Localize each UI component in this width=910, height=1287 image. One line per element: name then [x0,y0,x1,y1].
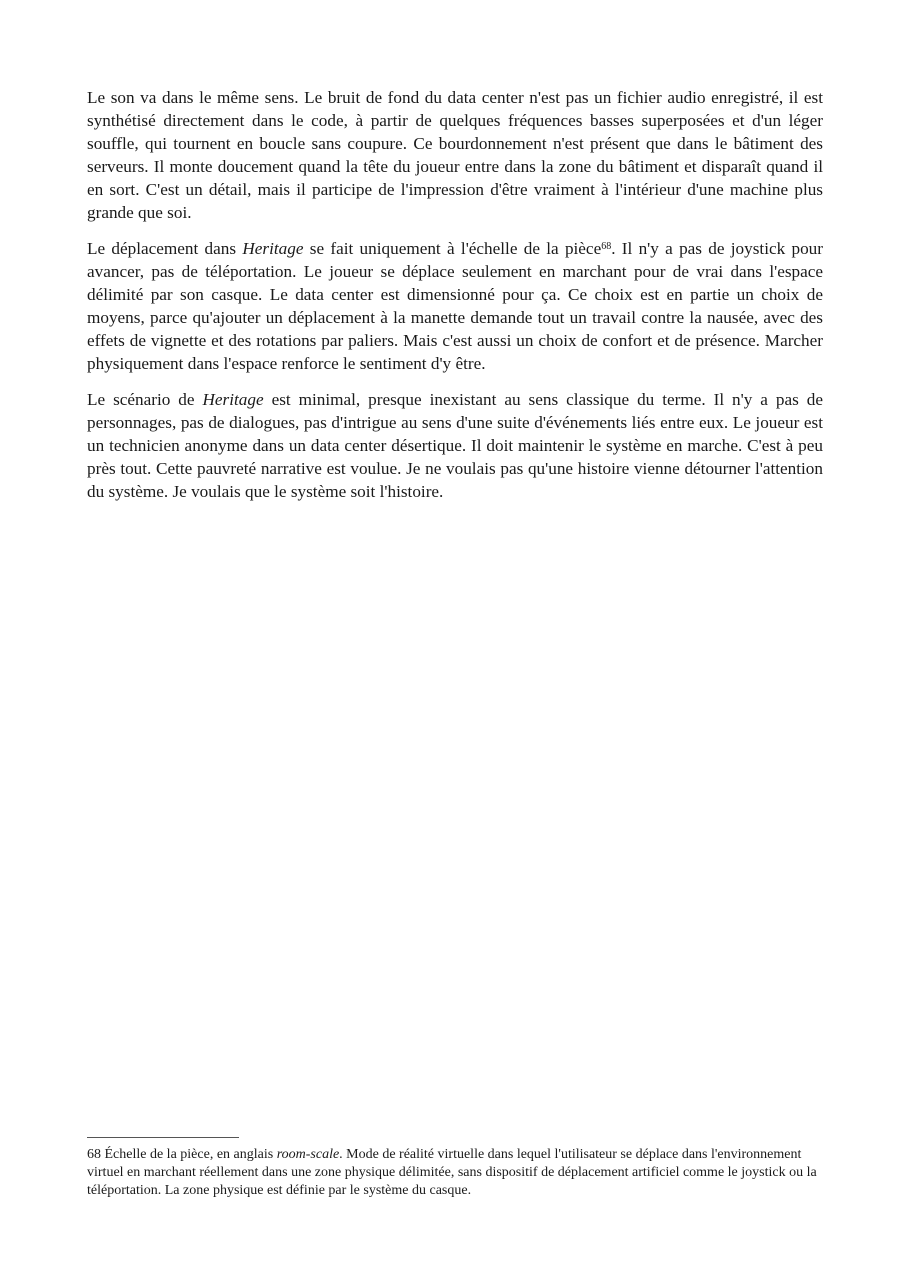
body-text [87,86,823,516]
paragraph-text: se fait uniquement à l'échelle de la pièce [303,239,602,258]
footnote-number: 68 [87,1147,101,1162]
paragraph-movement [87,237,823,375]
paragraph-text: Le scénario de [87,390,203,409]
footnote-term-italic: room-scale [276,1147,340,1162]
paragraph-text: Le déplacement dans [87,239,243,258]
game-title-italic: Heritage [202,390,264,409]
paragraph-scenario [87,388,823,503]
footnote-text: Échelle de la pièce, en anglais [101,1147,277,1162]
paragraph-text: Le son va dans le même sens. Le bruit de fond du data center n'est pas un fichier audio enregistré, il est synthétisé directement dans le code, à partir de quelques fréquences basses superposées et d'un léger souffle, qui tournent en boucle sans coupure. Ce bourdonnement n'est présent que dans le bâtiment des serveurs. Il monte doucement quand la tête du joueur entre dans la zone du bâtiment et disparaît quand il en sort. C'est un détail, mais il participe de l'impression d'être vraiment à l'intérieur d'une machine plus grande que soi. [87,88,823,222]
footnote-reference[interactable]: 68 [601,241,612,252]
paragraph-text: est minimal, presque inexistant au sens classique du terme. Il n'y a pas de personnages, pas de dialogues, pas d'intrigue au sens d'une suite d'événements liés entre eux. Le joueur est un technicien anonyme dans un data center désertique. Il doit maintenir le système en marche. C'est à peu près tout. Cette pauvreté narrative est voulue. Je ne voulais pas qu'une histoire vienne détourner l'attention du système. Je voulais que le système soit l'histoire. [87,390,823,501]
game-title-italic: Heritage [242,239,304,258]
footnote-text: . Mode de réalité virtuelle dans lequel l'utilisateur se déplace dans l'environnement virtuel en marchant réellement dans une zone physique délimitée, sans dispositif de déplacement artificiel comme le joystick ou la téléportation. La zone physique est définie par le système du casque. [87,1147,817,1198]
paragraph-text: . Il n'y a pas de joystick pour avancer, pas de téléportation. Le joueur se déplace seulement en marchant pour de vrai dans l'espace délimité par son casque. Le data center est dimensionné pour ça. Ce choix est en partie un choix de moyens, parce qu'ajouter un déplacement à la manette demande tout un travail contre la nausée, avec des effets de vignette et des rotations par paliers. Mais c'est aussi un choix de confort et de présence. Marcher physiquement dans l'espace renforce le sentiment d'y être. [87,239,824,373]
paragraph-sound [87,86,823,224]
footnote-68 [87,1146,823,1200]
footnote-separator [87,1137,239,1138]
